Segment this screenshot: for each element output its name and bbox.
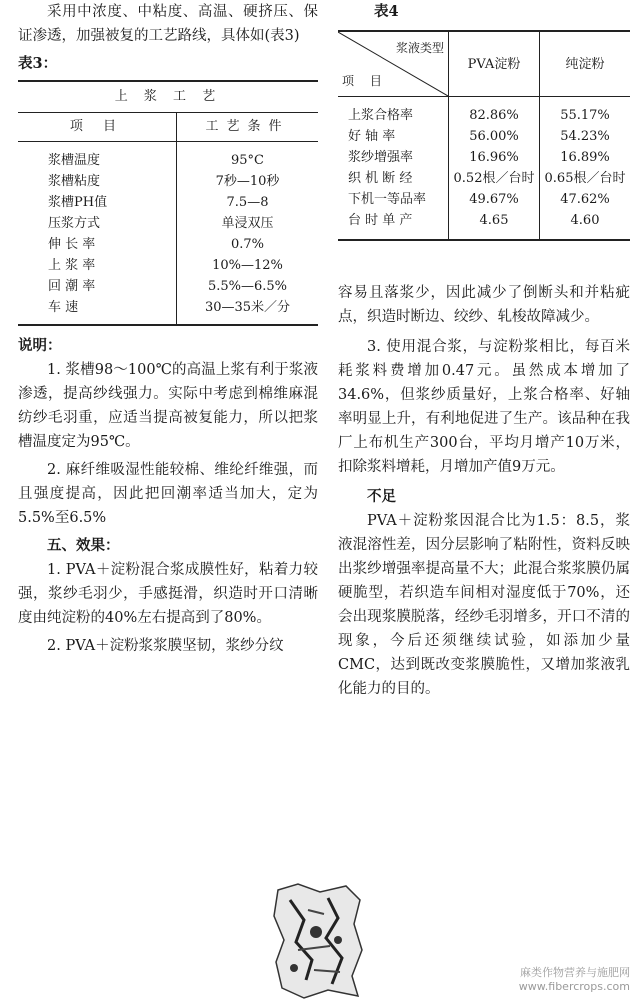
- table3-cell: 0.7%: [230, 237, 265, 252]
- table3: [18, 80, 318, 326]
- table3-cell: 7.5—8: [226, 195, 269, 210]
- table3-cell: 回 潮 率: [18, 276, 177, 297]
- table4-corner-bottom: 项 目: [342, 74, 388, 88]
- right-paragraph-2: 3. 使用混合浆，与淀粉浆相比，每百米耗浆料费增加0.47元。虽然成本增加了34.6%，但浆纱质量好，上浆合格率、好轴率明显上升，有利地促进了生产。该品种在我厂上布机生产300台，平均月增产10万米，扣除浆料增耗，月增加产值9万元。: [338, 339, 630, 475]
- table4-cell: 82.86%: [449, 97, 540, 127]
- decorative-sketch-image: [268, 880, 368, 1000]
- table3-cell: 压浆方式: [18, 213, 177, 234]
- left-column: [18, 0, 318, 658]
- table-row: [338, 147, 630, 168]
- table4: [338, 30, 630, 241]
- table4-corner-top: 浆液类型: [395, 41, 444, 55]
- table4-cell: 55.17%: [560, 108, 610, 123]
- right-paragraph-1: 容易且落浆少，因此减少了倒断头和并粘疵点，织造时断边、绞纱、轧梭故障减少。: [338, 285, 630, 325]
- table-row: [338, 189, 630, 210]
- note-1: 1. 浆槽98～100℃的高温上浆有利于浆液渗透，提高纱线强力。实际中考虑到棉维麻混纺纱毛羽重，应适当提高被复能力，所以把浆槽温度定为95℃。: [18, 362, 318, 450]
- deficiency-label: 不足: [367, 488, 396, 505]
- table-row: [18, 171, 318, 192]
- table4-cell: 16.89%: [560, 150, 610, 165]
- table3-cell: 上 浆 率: [18, 255, 177, 276]
- effect-label: 五、效果：: [47, 537, 120, 554]
- table4-cell: 49.67%: [449, 189, 540, 210]
- right-paragraph-3: PVA＋淀粉浆因混合比为1.5：8.5，浆液混溶性差，因分层影响了粘附性，资料反映出浆纱增强率提高量不大；此混合浆浆膜仍属硬脆型，若织造车间相对湿度低于70%，还会出现浆膜脱落，经纱毛羽增多，开口不清的现象，今后还须继续试验，如添加少量CMC，达到既改变浆膜脆性，又增加浆液乳化能力的目的。: [338, 513, 630, 697]
- table3-label: 表3：: [18, 55, 58, 72]
- table3-cell: 10%—12%: [212, 258, 283, 273]
- table3-cell: 浆槽PH值: [18, 192, 177, 213]
- table3-cell: 5.5%—6.5%: [207, 279, 288, 294]
- table3-cell: 95°C: [231, 153, 264, 168]
- table3-header-item: 项 目: [18, 113, 177, 142]
- table4-cell: 好 轴 率: [338, 126, 449, 147]
- table4-cell: 织 机 断 经: [338, 168, 449, 189]
- table3-cell: 7秒—10秒: [215, 174, 280, 189]
- table-row: [338, 210, 630, 240]
- note-label: 说明：: [18, 337, 62, 354]
- table4-cell: 上浆合格率: [338, 97, 449, 127]
- note-2: 2. 麻纤维吸湿性能较棉、维纶纤维强，而且强度提高，因此把回潮率适当加大，定为5.5%至6.5%: [18, 462, 318, 526]
- table-row: [338, 168, 630, 189]
- table3-cell: 浆槽粘度: [18, 171, 177, 192]
- watermark: [519, 966, 630, 994]
- table4-cell: 4.60: [570, 213, 600, 228]
- table-row: [338, 97, 630, 127]
- table4-label: 表4: [374, 3, 399, 20]
- table4-cell: 台 时 单 产: [338, 210, 449, 240]
- table3-cell: 伸 长 率: [18, 234, 177, 255]
- table-row: [18, 213, 318, 234]
- effect-2: 2. PVA＋淀粉浆浆膜坚韧，浆纱分纹: [47, 638, 284, 654]
- intro-paragraph: 采用中浓度、中粘度、高温、硬挤压、保证渗透，加强被复的工艺路线，具体如(表3): [18, 4, 318, 44]
- watermark-line-1: 麻类作物营养与施肥网: [520, 966, 630, 979]
- table3-cell: 浆槽温度: [18, 142, 177, 172]
- table3-cell: 车 速: [18, 297, 177, 325]
- table4-corner-cell: [338, 31, 449, 97]
- table4-cell: 47.62%: [560, 192, 610, 207]
- table-row: [18, 192, 318, 213]
- table-row: [18, 297, 318, 325]
- table4-cell: 56.00%: [449, 126, 540, 147]
- table3-header-condition: 工艺条件: [177, 113, 319, 142]
- table3-cell: 单浸双压: [221, 216, 274, 231]
- table3-cell: 30—35米／分: [204, 300, 291, 315]
- effect-1: 1. PVA＋淀粉混合浆成膜性好，粘着力较强，浆纱毛羽少，手感挺滑，织造时开口清晰度由纯淀粉的40%左右提高到了80%。: [18, 562, 318, 626]
- table4-cell: 54.23%: [560, 129, 610, 144]
- table-row: [18, 142, 318, 172]
- table4-cell: 0.65根／台时: [544, 171, 626, 186]
- table-row: [338, 126, 630, 147]
- table-row: [18, 255, 318, 276]
- table4-header-starch: 纯淀粉: [540, 31, 631, 97]
- table4-cell: 浆纱增强率: [338, 147, 449, 168]
- table4-cell: 4.65: [449, 210, 540, 240]
- table4-cell: 16.96%: [449, 147, 540, 168]
- right-column: [338, 0, 630, 701]
- table3-caption: 上 浆 工 艺: [18, 81, 318, 113]
- table4-cell: 下机一等品率: [338, 189, 449, 210]
- table-row: [18, 276, 318, 297]
- table4-cell: 0.52根／台时: [449, 168, 540, 189]
- table4-header-pva: PVA淀粉: [449, 31, 540, 97]
- table-row: [18, 234, 318, 255]
- watermark-line-2: www.fibercrops.com: [518, 980, 630, 993]
